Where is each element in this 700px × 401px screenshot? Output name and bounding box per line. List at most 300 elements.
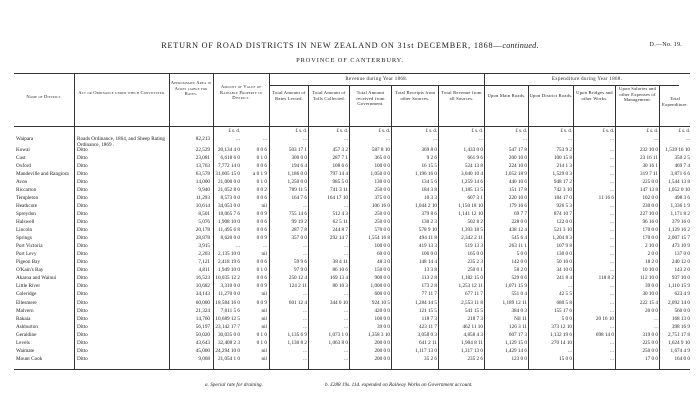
table-cell-bridges: ... — [610, 323, 614, 330]
table-cell-main: 440 10 6 — [508, 178, 527, 185]
table-cell-govt: 1,358 3 10 — [367, 331, 390, 338]
table-cell-district: 5 0 0 — [561, 315, 572, 322]
table-cell-rateable: 30,035 0 0 — [217, 331, 240, 338]
act-ordinance: Ditto — [77, 339, 88, 346]
unit-label: £ s. d. — [336, 129, 348, 134]
table-cell-rateable: ... — [236, 136, 240, 142]
table-cell-tolls: 985 5 0 — [332, 178, 348, 185]
col-header-area: Approximate Area in Acres liable for Rates. — [170, 80, 212, 97]
table-cell-rate: 0 0 6 — [256, 219, 267, 225]
table-cell-levied: 1,135 6 9 — [287, 331, 307, 338]
table-cell-district: ... — [568, 136, 572, 142]
act-ordinance: Ditto — [77, 243, 88, 250]
table-cell-govt: 150 0 0 — [374, 267, 390, 274]
district-name: Malvern — [16, 307, 34, 314]
act-ordinance: Ditto — [77, 194, 88, 201]
page-title — [0, 41, 700, 50]
district-name: Port Victoria — [16, 243, 43, 250]
table-cell-salaries: 18 2 0 — [645, 259, 658, 266]
table-cell-salaries: ... — [654, 323, 658, 330]
district-name: O'Kain's Bay — [16, 267, 44, 274]
table-cell-rate: nil — [261, 291, 267, 298]
table-cell-rate: nil — [261, 251, 267, 258]
table-cell-govt: 587 8 10 — [371, 146, 390, 153]
table-cell-levied: 59 9 6 — [294, 259, 307, 266]
table-cell-govt: 106 16 0 — [371, 202, 390, 209]
table-cell-levied: 789 11 5 — [289, 186, 307, 193]
table-cell-tolls: ... — [344, 315, 348, 322]
table-cell-levied: 287 7 8 — [291, 227, 307, 234]
table-cell-main: 263 11 1 — [509, 243, 527, 250]
expenditure-group-header: Expenditure during Year 1868. — [551, 77, 623, 82]
table-cell-district: 521 3 10 — [553, 227, 572, 234]
district-name: Heathcote — [16, 202, 38, 209]
table-cell-govt: 250 0 0 — [374, 186, 390, 193]
table-cell-rate: nil — [261, 202, 267, 209]
table-top-rule — [14, 73, 690, 74]
table-cell-bridges: ... — [610, 227, 614, 234]
table-cell-rate: 0 0 9 — [256, 299, 267, 306]
col-header-bridges: Upon Bridges and other Works. — [576, 90, 613, 101]
table-cell-area: 63,578 — [195, 170, 210, 177]
table-cell-revenue: 1,253 12 11 — [458, 283, 483, 290]
table-cell-area: 5,076 — [198, 219, 210, 225]
table-cell-levied: 164 7 6 — [291, 194, 307, 201]
table-cell-revenue: 2,553 11 8 — [461, 299, 483, 306]
table-cell-rateable: 1,908 10 0 — [217, 219, 240, 225]
district-name: Templeton — [16, 194, 39, 201]
footnote-b: b. £288 19s. 11d. expended on Railway Works on Government account. — [325, 382, 473, 388]
col-header-district-roads: Upon District Roads. — [529, 93, 573, 98]
table-cell-levied: 124 2 11 — [289, 283, 307, 290]
table-cell-main: 69 7 7 — [514, 210, 527, 217]
act-ordinance: Ditto — [77, 275, 88, 282]
column-rule — [74, 73, 75, 369]
table-cell-revenue: ... — [479, 136, 483, 142]
col-header-total-revenue: Total Revenue from all Sources. — [441, 90, 482, 101]
table-cell-tolls: 164 17 10 — [327, 194, 348, 201]
col-header-tolls: Total Amount of Tolls Collected. — [312, 90, 346, 101]
table-cell-bridges: ... — [610, 186, 614, 193]
table-cell-rate: nil — [261, 347, 267, 354]
table-cell-tolls: 38 4 11 — [332, 259, 348, 266]
table-cell-rateable: 10,035 12 2 — [215, 275, 240, 282]
table-cell-govt: 924 10 5 — [371, 299, 390, 306]
table-cell-levied: ... — [303, 323, 307, 330]
col-header-other: Total Receipts from other Sources. — [394, 90, 436, 101]
unit-label: £ s. d. — [471, 129, 483, 134]
table-cell-levied: 1,250 0 0 — [287, 178, 307, 185]
table-cell-main: 545 6 4 — [511, 235, 527, 242]
table-cell-district: 270 14 10 — [551, 339, 572, 346]
table-cell-total: 937 10 0 — [671, 275, 690, 282]
table-cell-district: 122 0 0 — [556, 219, 572, 225]
district-name: Oxford — [16, 162, 31, 169]
table-cell-area: 45,000 — [195, 347, 210, 354]
table-cell-district: 155 17 6 — [553, 307, 572, 314]
table-cell-govt: 1,000 0 0 — [370, 283, 390, 290]
table-cell-area: 50,020 — [195, 331, 210, 338]
table-cell-revenue: 1,904 8 11 — [461, 339, 483, 346]
table-cell-tolls: 287 7 1 — [332, 154, 348, 161]
act-ordinance: Ditto — [77, 146, 88, 153]
table-cell-tolls: 86 10 6 — [332, 267, 348, 274]
table-cell-other: 1,044 2 10 — [414, 202, 437, 209]
table-cell-main: 1,071 15 9 — [504, 283, 527, 290]
table-cell-main: Nil 11 — [514, 315, 527, 322]
table-cell-rate: 0 1 0 — [256, 154, 267, 161]
table-cell-area: 9,068 — [198, 355, 210, 362]
table-cell-main: 179 16 6 — [508, 202, 527, 209]
table-cell-main: 1,129 15 0 — [504, 339, 527, 346]
table-cell-other: 1,284 14 5 — [414, 299, 437, 306]
act-ordinance: Ditto — [77, 283, 88, 290]
table-cell-rateable: 31,005 15 0 — [215, 170, 240, 177]
act-ordinance: Ditto — [77, 331, 88, 338]
table-cell-area: 82,213 — [195, 136, 210, 142]
table-cell-total: 623 4 9 — [674, 291, 690, 298]
table-cell-main: 126 3 11 — [509, 323, 527, 330]
table-cell-salaries: 96 16 0 — [642, 219, 658, 225]
table-cell-rateable: 3,310 0 0 — [220, 283, 240, 290]
table-cell-other: 77 11 7 — [421, 291, 437, 298]
act-ordinance: Ditto — [77, 355, 88, 362]
unit-label: £ s. d. — [515, 129, 527, 134]
table-cell-salaries: 10 10 0 — [642, 267, 658, 274]
table-cell-total: 1,052 0 10 — [667, 186, 690, 193]
table-cell-levied: ... — [303, 291, 307, 298]
table-cell-other: 578 9 10 — [418, 227, 437, 234]
table-cell-govt: 130 0 0 — [374, 178, 390, 185]
table-cell-area: 10,614 — [195, 202, 210, 209]
table-cell-district: 100 15 8 — [553, 154, 572, 161]
table-cell-bridges: ... — [610, 170, 614, 177]
table-cell-total: 1,336 1 9 — [670, 202, 690, 209]
act-ordinance: Ditto — [77, 307, 88, 314]
district-name: Port Levy — [16, 251, 37, 258]
table-cell-rateable: 23,142 17 7 — [215, 323, 240, 330]
col-header-rateable: Amount of Value of Rateable Property in District. — [220, 84, 262, 101]
table-cell-district: 742 3 10 — [553, 186, 572, 193]
table-cell-bridges: ... — [610, 219, 614, 225]
unit-label: £ s. d. — [560, 129, 572, 134]
table-cell-rateable: 11,495 6 8 — [218, 227, 240, 234]
table-cell-rateable: ... — [236, 243, 240, 250]
table-cell-salaries: 39 0 0 — [645, 283, 658, 290]
table-cell-salaries: 17 0 0 — [645, 355, 658, 362]
table-cell-tolls: ... — [344, 323, 348, 330]
table-cell-total: 398 16 9 — [671, 323, 690, 330]
table-cell-rate: 0 1 0 — [256, 339, 267, 346]
table-cell-bridges: ... — [610, 146, 614, 153]
table-cell-levied: 1,186 0 0 — [287, 170, 307, 177]
col-header-name: Name of District. — [26, 94, 62, 99]
table-cell-tolls: 80 10 3 — [332, 283, 348, 290]
table-cell-govt: 48 3 0 — [377, 259, 390, 266]
table-cell-main: 151 17 8 — [508, 186, 527, 193]
table-cell-govt: 200 0 0 — [374, 355, 390, 362]
table-cell-revenue: 1,317 13 0 — [460, 347, 483, 354]
table-cell-bridges: ... — [610, 210, 614, 217]
table-cell-rateable: 24,294 10 0 — [215, 347, 240, 354]
table-cell-levied: 194 6 4 — [291, 162, 307, 169]
table-cell-levied: 99 19 2 — [291, 219, 307, 225]
table-cell-rateable: 2,418 19 6 — [217, 259, 240, 266]
table-cell-revenue: 462 11 10 — [462, 323, 483, 330]
table-cell-bridges: ... — [610, 355, 614, 362]
col-header-main-roads: Upon Main Roads. — [487, 93, 526, 98]
table-cell-rateable: 11,270 0 0 — [218, 291, 240, 298]
table-cell-other: 3,058 0 3 — [417, 331, 437, 338]
act-ordinance: Ditto — [77, 202, 88, 209]
table-cell-revenue: 250 0 1 — [467, 267, 483, 274]
table-cell-rate: 0 0 9 — [256, 210, 267, 217]
table-cell-rateable: 6,618 6 0 — [220, 154, 240, 161]
table-cell-govt: 200 0 0 — [374, 347, 390, 354]
table-cell-rate: 0 0 2 — [256, 186, 267, 193]
col-header-salaries: Upon Salaries and other Expenses of Management. — [618, 86, 657, 103]
table-cell-other: 419 13 3 — [418, 243, 437, 250]
table-cell-rate: 0 0 6 — [256, 275, 267, 282]
table-cell-area: 8,501 — [198, 210, 210, 217]
table-cell-salaries: 225 0 0 — [642, 178, 658, 185]
table-cell-district: 184 17 0 — [553, 194, 572, 201]
table-cell-area: 14,760 — [195, 315, 210, 322]
table-cell-rate: nil — [261, 307, 267, 314]
district-name: Mount Cook — [16, 355, 43, 362]
act-ordinance: Ditto — [77, 227, 88, 234]
unit-label: £ s. d. — [378, 129, 390, 134]
table-cell-tolls: ... — [344, 347, 348, 354]
table-cell-area: 11,293 — [195, 194, 210, 201]
footnote-a: a. Special rate for draining. — [205, 382, 263, 388]
table-cell-tolls: ... — [344, 202, 348, 209]
district-name: Springs — [16, 235, 32, 242]
table-cell-revenue: 1,433 0 0 — [463, 146, 483, 153]
district-name: Waimate — [16, 347, 35, 354]
table-cell-govt: 900 0 0 — [374, 275, 390, 282]
table-cell-main: 58 2 0 — [514, 267, 527, 274]
table-cell-revenue: 2,342 2 11 — [461, 235, 483, 242]
table-cell-rateable: 7,772 14 0 — [217, 162, 240, 169]
table-cell-area: 60,000 — [195, 299, 210, 306]
table-cell-salaries: 230 0 0 — [642, 202, 658, 209]
district-name: Ellesmere — [16, 299, 37, 306]
unit-label: £ s. d. — [425, 129, 437, 134]
table-cell-govt: ... — [386, 136, 390, 142]
act-ordinance: Ditto — [77, 186, 88, 193]
table-cell-tolls: 292 14 7 — [329, 235, 348, 242]
table-cell-district: ... — [568, 283, 572, 290]
table-cell-salaries: 170 0 0 — [642, 227, 658, 234]
table-cell-area: 28,878 — [195, 235, 210, 242]
table-cell-area: 56,197 — [195, 323, 210, 330]
table-cell-area: 3,915 — [198, 243, 210, 250]
table-cell-bridges: 118 8 2 — [598, 275, 614, 282]
table-cell-revenue: 1,141 12 10 — [458, 210, 483, 217]
table-cell-revenue: 677 11 7 — [465, 291, 483, 298]
table-cell-other: 35 2 6 — [424, 355, 437, 362]
table-cell-tolls: 62 5 11 — [332, 219, 348, 225]
table-cell-levied: 357 0 0 — [291, 235, 307, 242]
act-ordinance: Ditto — [77, 178, 88, 185]
table-cell-govt: 365 0 0 — [374, 154, 390, 161]
table-cell-rate: nil — [261, 315, 267, 322]
table-cell-main: 228 0 0 — [511, 219, 527, 225]
table-cell-area: 22,529 — [195, 146, 210, 153]
table-cell-bridges: ... — [610, 251, 614, 258]
district-name: Coleridge — [16, 291, 37, 298]
table-cell-revenue: 235 2 6 — [467, 355, 483, 362]
table-cell-area: 43,643 — [195, 339, 210, 346]
table-cell-tolls: ... — [344, 355, 348, 362]
table-cell-revenue: 165 0 0 — [467, 251, 483, 258]
table-cell-rateable: 21,000 0 0 — [217, 178, 240, 185]
table-cell-rate: 0 1 0 — [256, 178, 267, 185]
table-cell-district: 34 10 0 — [556, 267, 572, 274]
table-cell-levied: 1,130 8 2 — [287, 339, 307, 346]
table-cell-rateable: 8,620 0 0 — [220, 235, 240, 242]
table-cell-tolls: 1,063 8 0 — [328, 339, 348, 346]
province-subtitle: PROVINCE OF CANTERBURY. — [296, 57, 404, 64]
table-cell-area: 20,178 — [195, 227, 210, 234]
table-cell-revenue: 519 13 3 — [464, 243, 483, 250]
table-cell-main: 547 17 8 — [508, 146, 527, 153]
table-cell-levied: 97 9 0 — [294, 267, 307, 274]
table-cell-area: 4,811 — [198, 267, 210, 274]
table-cell-rate: 0 1 0 — [256, 331, 267, 338]
unit-label: £ s. d. — [678, 129, 690, 134]
table-cell-total: 1,110 15 9 — [668, 283, 690, 290]
district-name: Ashburton — [16, 323, 38, 330]
col-header-total-exp: Total Expenditure. — [662, 96, 688, 107]
table-cell-bridges: ... — [610, 154, 614, 161]
table-bottom-rule — [14, 369, 690, 370]
table-cell-salaries: ... — [654, 136, 658, 142]
unit-label: £ s. d. — [295, 129, 307, 134]
table-cell-govt: 60 0 0 — [377, 251, 390, 258]
table-cell-other: 16 15 5 — [421, 162, 437, 169]
table-cell-rateable: 20,134 4 0 — [217, 146, 240, 153]
table-cell-total: 498 3 6 — [674, 194, 690, 201]
act-ordinance: Ditto — [77, 291, 88, 298]
table-cell-bridges: 698 14 0 — [595, 331, 614, 338]
table-cell-other: ... — [433, 136, 437, 142]
table-cell-area: 14,000 — [195, 178, 210, 185]
table-cell-revenue: 1,150 18 10 — [458, 202, 483, 209]
table-cell-levied: ... — [303, 307, 307, 314]
table-cell-govt: 39 0 0 — [377, 323, 390, 330]
table-cell-bridges: ... — [610, 259, 614, 266]
table-cell-main: 1,189 12 11 — [502, 299, 527, 306]
table-cell-other: 130 2 3 — [421, 219, 437, 225]
table-cell-main: 438 12 4 — [508, 227, 527, 234]
table-cell-tolls: 797 14 4 — [329, 170, 348, 177]
title-continued: continued. — [502, 41, 539, 50]
table-cell-other: 173 2 8 — [421, 283, 437, 290]
table-cell-govt: 1,050 0 0 — [370, 170, 390, 177]
table-cell-total: 1,544 13 8 — [667, 178, 690, 185]
table-cell-tolls: ... — [344, 136, 348, 142]
table-cell-other: 134 5 6 — [421, 178, 437, 185]
table-cell-rateable: 7,011 5 6 — [220, 307, 240, 314]
table-cell-rateable: 21,054 1 0 — [217, 355, 240, 362]
district-name: Little River — [16, 283, 41, 290]
table-cell-rateable: 8,573 0 0 — [220, 194, 240, 201]
table-cell-district: 130 0 0 — [556, 251, 572, 258]
unit-label: £ s. d. — [646, 129, 658, 134]
table-cell-other: 10 3 3 — [424, 194, 437, 201]
table-cell-tolls: ... — [344, 243, 348, 250]
table-cell-rate: 0 0 6 — [256, 162, 267, 169]
table-cell-tolls: ... — [344, 251, 348, 258]
table-cell-total: 2,007 15 7 — [667, 235, 690, 242]
table-cell-tolls: 741 3 11 — [330, 186, 348, 193]
table-cell-levied: ... — [303, 251, 307, 258]
table-cell-main: 220 10 0 — [508, 194, 527, 201]
table-cell-area: 10,682 — [195, 283, 210, 290]
table-cell-salaries: 222 15 4 — [639, 299, 658, 306]
table-cell-salaries: 147 13 8 — [639, 186, 658, 193]
district-name: Cust — [16, 154, 26, 161]
table-cell-area: 7,121 — [198, 259, 210, 266]
table-cell-other: 113 2 8 — [421, 275, 437, 282]
document-reference: D.—No. 19. — [649, 41, 682, 48]
table-cell-main: 123 0 0 — [511, 355, 527, 362]
table-cell-revenue: 1,259 14 6 — [460, 178, 483, 185]
table-cell-district: 214 1 3 — [556, 162, 572, 169]
table-cell-salaries: 225 0 0 — [642, 339, 658, 346]
district-name: Geraldine — [16, 331, 37, 338]
table-cell-other: 369 8 0 — [421, 146, 437, 153]
table-cell-bridges: ... — [610, 347, 614, 354]
table-cell-area: 2,203 — [198, 251, 210, 258]
table-cell-total: 3,871 6 6 — [670, 170, 690, 177]
table-cell-district: 373 12 10 — [551, 323, 572, 330]
table-cell-bridges: ... — [610, 178, 614, 185]
district-name: Halswell — [16, 219, 35, 225]
table-cell-salaries: 20 0 0 — [645, 307, 658, 314]
table-cell-bridges: ... — [610, 307, 614, 314]
table-cell-rate: ... — [263, 243, 267, 250]
table-cell-salaries: 30 16 1 — [642, 162, 658, 169]
table-cell-bridges: ... — [610, 235, 614, 242]
table-cell-salaries: 112 10 0 — [640, 275, 658, 282]
table-cell-other: 13 3 8 — [424, 267, 437, 274]
table-cell-total: 2,751 17 8 — [667, 331, 690, 338]
table-cell-other: 121 15 5 — [418, 307, 437, 314]
table-cell-total: 1,539 16 10 — [665, 146, 690, 153]
table-cell-total: 240 12 0 — [671, 259, 690, 266]
table-cell-main: 200 10 0 — [508, 154, 527, 161]
table-cell-district: 753 9 2 — [556, 146, 572, 153]
table-cell-bridges: ... — [610, 136, 614, 142]
table-cell-district: 15 0 0 — [559, 355, 572, 362]
table-cell-total: 379 16 0 — [671, 219, 690, 225]
act-ordinance: Ditto — [77, 323, 88, 330]
table-cell-levied: ... — [303, 355, 307, 362]
table-cell-levied: 250 12 4 — [288, 275, 307, 282]
table-cell-total: 164 0 0 — [674, 355, 690, 362]
table-cell-other: 106 0 0 — [421, 251, 437, 258]
table-cell-total: 137 0 0 — [674, 251, 690, 258]
act-ordinance: Roads Ordinance, 1864, and Sheep Rating Ordinance, 1869 . — [77, 136, 166, 148]
act-ordinance: Ditto — [77, 154, 88, 161]
table-cell-rate: nil — [261, 355, 267, 362]
table-cell-salaries: 23 16 11 — [640, 154, 658, 161]
table-cell-total: 143 2 0 — [674, 267, 690, 274]
table-cell-district: 107 9 8 — [556, 243, 572, 250]
